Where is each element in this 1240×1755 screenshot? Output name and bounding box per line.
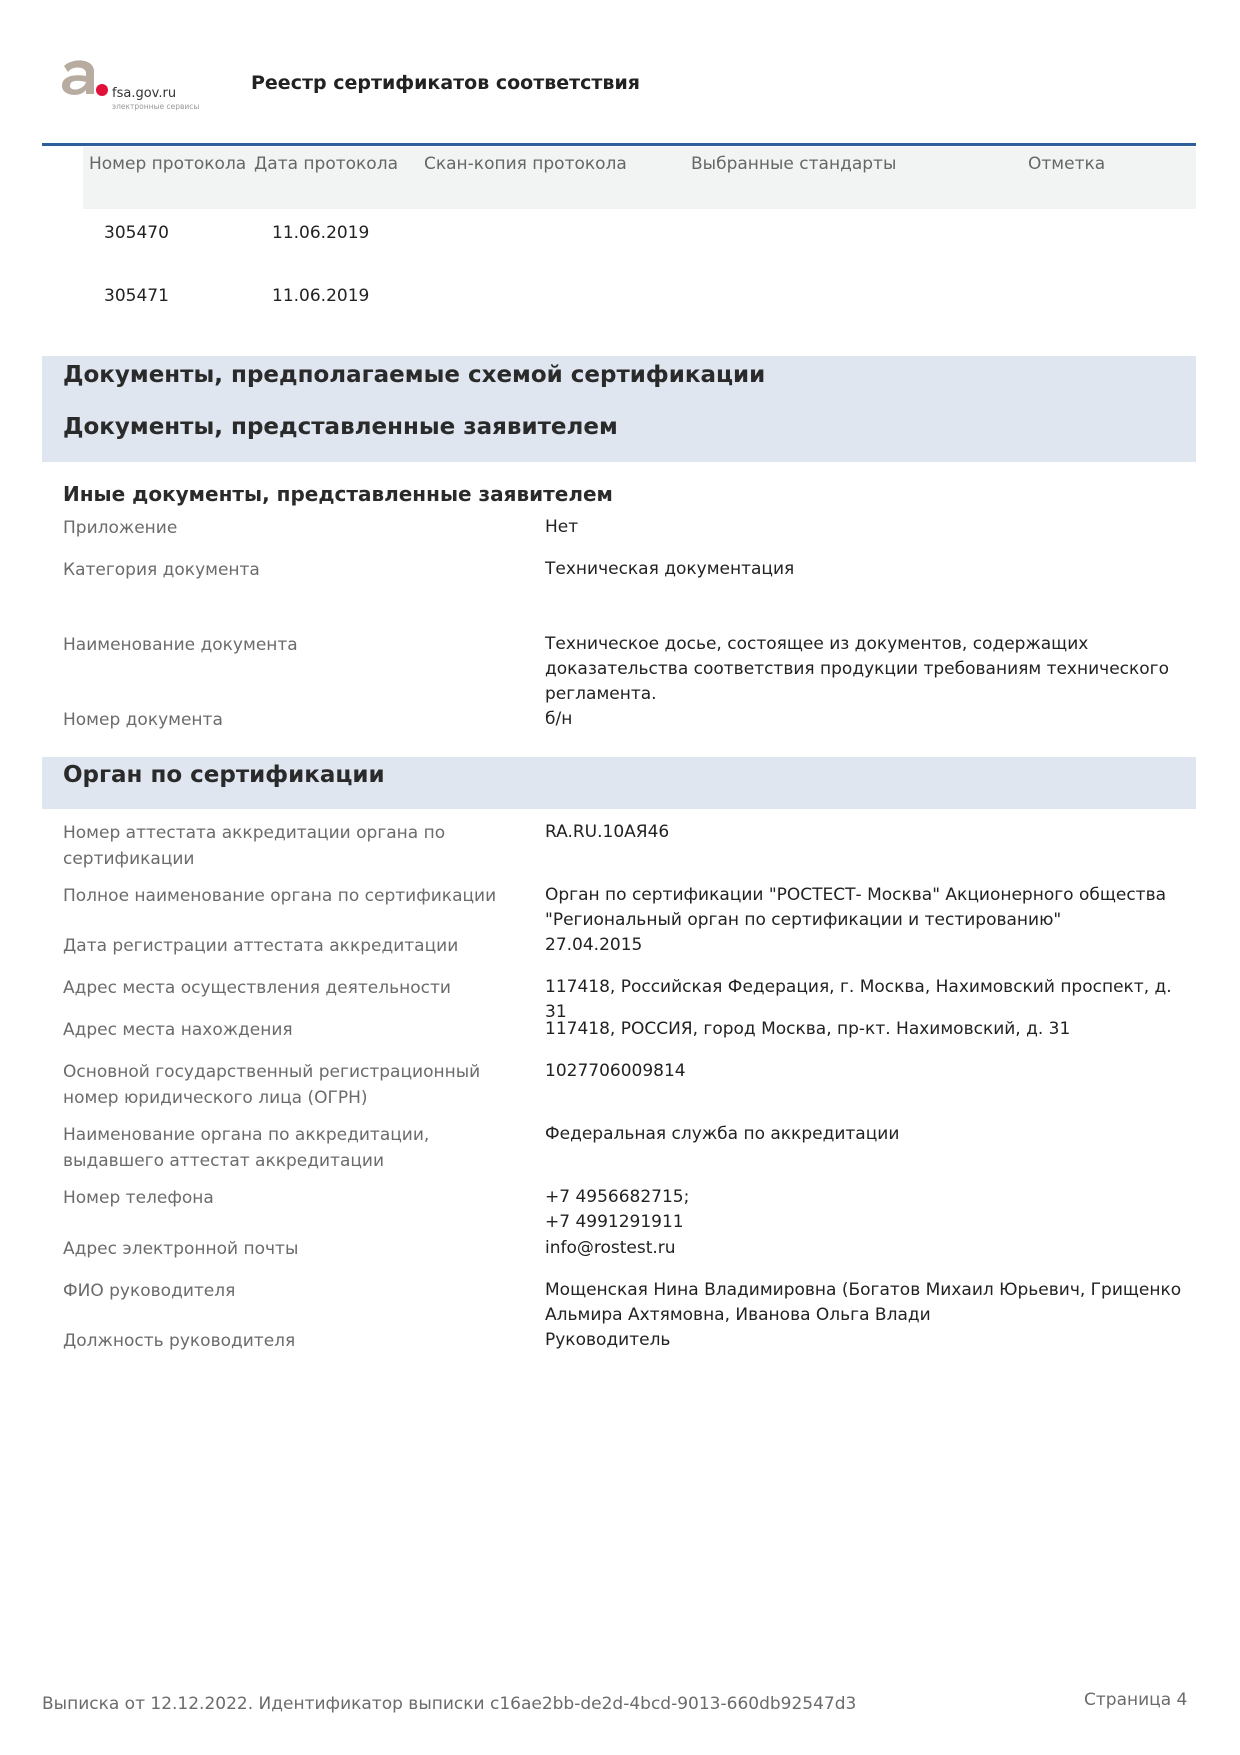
field-label: Наименование органа по аккредитации, выдавшего аттестат аккредитации <box>63 1125 430 1171</box>
field-label: Номер аттестата аккредитации органа по сертификации <box>63 823 446 869</box>
field-label: Дата регистрации аттестата аккредитации <box>63 936 459 956</box>
footer-extract-id: Выписка от 12.12.2022. Идентификатор выписки c16ae2bb-de2d-4bcd-9013-660db92547d3 <box>42 1694 857 1714</box>
section-cert-body: Орган по сертификации <box>63 762 385 788</box>
page-title: Реестр сертификатов соответствия <box>251 72 640 94</box>
field-label: Адрес места осуществления деятельности <box>63 978 451 998</box>
field-value: 1027706009814 <box>545 1061 686 1081</box>
subsection-other-documents: Иные документы, представленные заявителем <box>63 482 613 506</box>
header-divider <box>42 143 1196 146</box>
field-value: Техническое досье, состоящее из документов, содержащих доказательства соответствия продукции требованиям технического регламента. <box>545 634 1170 704</box>
phone-number: +7 4956682715; <box>545 1187 690 1207</box>
fsa-logo <box>58 58 208 110</box>
phone-number: +7 4991291911 <box>545 1212 684 1232</box>
field-label: Адрес места нахождения <box>63 1020 293 1040</box>
field-value: RA.RU.10АЯ46 <box>545 822 670 842</box>
column-mark: Отметка <box>1028 154 1106 174</box>
email-value: info@rostest.ru <box>545 1238 676 1258</box>
field-value: Федеральная служба по аккредитации <box>545 1124 900 1144</box>
fsa-logo-icon <box>58 58 110 106</box>
field-value: 27.04.2015 <box>545 935 643 955</box>
field-label: Приложение <box>63 518 178 538</box>
field-label: Наименование документа <box>63 635 298 655</box>
field-value: б/н <box>545 709 573 729</box>
field-value: 117418, РОССИЯ, город Москва, пр-кт. Нахимовский, д. 31 <box>545 1019 1071 1039</box>
section-applicant-documents: Документы, представленные заявителем <box>63 414 618 440</box>
section-scheme-documents: Документы, предполагаемые схемой сертификации <box>63 362 766 388</box>
protocol-number: 305471 <box>104 286 169 306</box>
page-number: Страница 4 <box>1084 1690 1188 1710</box>
protocols-table-header <box>83 147 1196 209</box>
protocol-date: 11.06.2019 <box>272 223 370 243</box>
protocol-number: 305470 <box>104 223 169 243</box>
column-protocol-date: Дата протокола <box>254 154 398 174</box>
field-value <box>545 1185 1195 1235</box>
column-protocol-scan: Скан-копия протокола <box>424 154 627 174</box>
field-value: Руководитель <box>545 1330 671 1350</box>
field-value: Нет <box>545 517 579 537</box>
protocol-date: 11.06.2019 <box>272 286 370 306</box>
column-protocol-number: Номер протокола <box>89 154 247 174</box>
column-selected-standards: Выбранные стандарты <box>691 154 897 174</box>
field-label: Основной государственный регистрационный номер юридического лица (ОГРН) <box>63 1062 481 1108</box>
field-value: Орган по сертификации "РОСТЕСТ- Москва" Акционерного общества "Региональный орган по сертификации и тестированию" <box>545 885 1167 930</box>
logo-text: fsa.gov.ru <box>112 86 177 101</box>
field-label: Категория документа <box>63 560 260 580</box>
field-label: Адрес электронной почты <box>63 1239 299 1259</box>
field-label: ФИО руководителя <box>63 1281 236 1301</box>
field-label: Полное наименование органа по сертификации <box>63 886 497 906</box>
field-label: Номер телефона <box>63 1188 214 1208</box>
logo-subtext: электронные сервисы <box>112 102 200 111</box>
field-value: Мощенская Нина Владимировна (Богатов Михаил Юрьевич, Грищенко Альмира Ахтямовна, Иванова Ольга Влади <box>545 1280 1182 1325</box>
field-label: Номер документа <box>63 710 223 730</box>
field-value: Техническая документация <box>545 559 795 579</box>
field-label: Должность руководителя <box>63 1331 296 1351</box>
field-value: 117418, Российская Федерация, г. Москва, Нахимовский проспект, д. 31 <box>545 977 1172 1022</box>
